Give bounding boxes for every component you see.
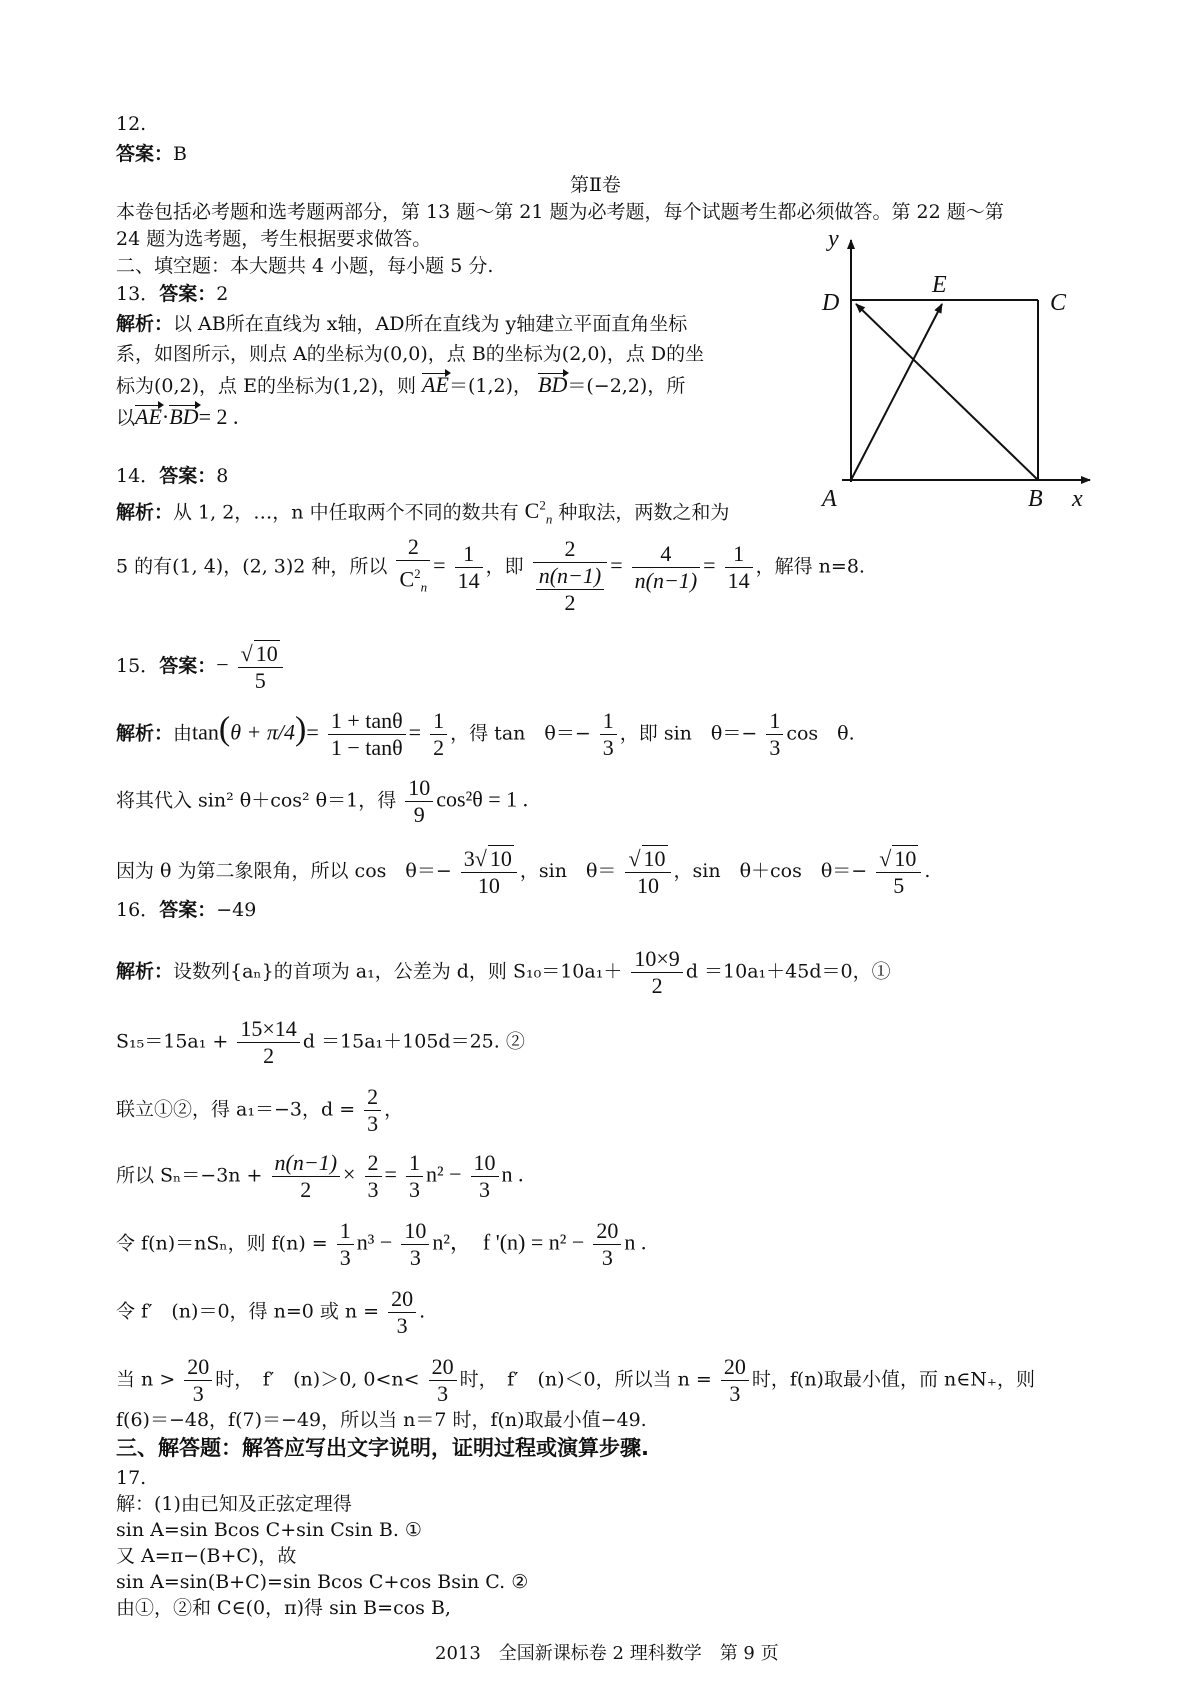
q16-line-6: 令 f′ (n)＝0，得 n=0 或 n = $\frac{20}{3}$ . bbox=[116, 1286, 426, 1338]
fraction: $\frac{√ 10}{5}$ bbox=[238, 640, 283, 694]
fraction: $\frac{4}{n(n-1)}$ bbox=[632, 541, 701, 594]
label-y: y bbox=[828, 232, 839, 252]
fraction: $\frac{1}{14}$ bbox=[725, 541, 753, 594]
vector-ae-arrow bbox=[851, 304, 942, 480]
page-footer: 2013 全国新课标卷 2 理科数学 第 9 页 bbox=[435, 1643, 779, 1664]
q17-line-5: 由①，②和 C∈(0，π)得 sin B=cos B, bbox=[116, 1597, 451, 1619]
fraction: $\frac{2}{3}$ bbox=[364, 1084, 381, 1137]
q16-answer-line bbox=[116, 898, 256, 922]
q17-line-4: sin A=sin(B+C)=sin Bcos C+cos Bsin C. ② bbox=[116, 1571, 529, 1593]
label-a: A bbox=[822, 486, 837, 512]
q15-line-1: 解析：由tan(θ + π/4)= $\frac{1 + \tan\theta}{1 - \tan\theta}$ = $\frac{1}{2}$ ，得 tan θ＝− $\frac{1}{3}$ ，即 sin θ＝− $\frac{1}{3}$ cos θ. bbox=[116, 708, 855, 760]
fraction: $\frac{1}{14}$ bbox=[455, 541, 483, 594]
q14-number: 14． bbox=[116, 465, 160, 487]
q16-answer: −49 bbox=[216, 899, 257, 921]
q14-line-2: 5 的有(1, 4)，(2, 3)2 种，所以 $\frac{2}{C^2_n}$ = $\frac{1}{14}$ ，即 $\frac{2}{\frac{n(n-1)}{2}}$ = $\frac{4}{n(n-1)}$ = $\frac{1}{14}$ ，解得 n=8. bbox=[116, 534, 865, 615]
answer-label: 答案： bbox=[159, 465, 217, 487]
vector-ae: AE bbox=[135, 404, 162, 429]
q16-line-7: 当 n > $\frac{20}{3}$ 时， f′ (n)＞0, 0<n< $\frac{20}{3}$ 时， f′ (n)＜0，所以当 n = $\frac{20}{3}$ 时，f(n)取最小值，而 n∈N₊，则 bbox=[116, 1354, 1035, 1406]
q17-line-1: 解：(1)由已知及正弦定理得 bbox=[116, 1493, 352, 1515]
section3-heading: 三、解答题：解答应写出文字说明，证明过程或演算步骤. bbox=[116, 1436, 649, 1460]
fraction: $\frac{2}{3}$ bbox=[365, 1150, 382, 1203]
fraction: $\frac{1}{3}$ bbox=[766, 708, 783, 761]
section2-intro-2: 24 题为选考题，考生根据要求做答。 bbox=[116, 228, 432, 250]
answer-label: 答案： bbox=[116, 143, 174, 165]
fraction: $\frac{n(n-1)}{2}$ bbox=[272, 1150, 341, 1203]
q13-answer: 2 bbox=[216, 283, 229, 305]
fraction: $\frac{1}{2}$ bbox=[430, 708, 447, 761]
label-c: C bbox=[1050, 290, 1067, 316]
q15-line-3: 因为 θ 为第二象限角，所以 cos θ＝− $\frac{3√ 10}{10}$ ，sin θ＝ $\frac{√ 10}{10}$ ，sin θ＋cos θ＝− $\frac{√ 10}{5}$ . bbox=[116, 846, 931, 898]
fill-blank-heading: 二、填空题：本大题共 4 小题，每小题 5 分. bbox=[116, 255, 494, 277]
q17-number: 17. bbox=[116, 1467, 147, 1489]
fraction: $\frac{1}{3}$ bbox=[337, 1218, 354, 1271]
fraction: $\frac{20}{3}$ bbox=[593, 1218, 621, 1271]
q16-line-5: 令 f(n)＝nSₙ，则 f(n) = $\frac{1}{3}$ n³ − $\frac{10}{3}$ n²， f '(n) = n² − $\frac{20}{3}$ n . bbox=[116, 1218, 647, 1270]
fraction: $\frac{1}{3}$ bbox=[600, 708, 617, 761]
fraction: $\frac{10}{9}$ bbox=[405, 775, 433, 828]
fraction: $\frac{10\times 9}{2}$ bbox=[631, 946, 682, 999]
q17-line-3: 又 A=π−(B+C)，故 bbox=[116, 1545, 297, 1567]
fraction: $\frac{20}{3}$ bbox=[184, 1354, 212, 1407]
vector-bd: BD bbox=[538, 372, 568, 397]
q15-answer-line: 15．答案：− $\frac{√ 10}{5}$ bbox=[116, 640, 286, 694]
fraction: $\frac{1 + \tan\theta}{1 - \tan\theta}$ bbox=[328, 708, 406, 761]
q13-answer-line bbox=[116, 282, 228, 306]
analysis-label: 解析： bbox=[116, 501, 174, 524]
fraction: $\frac{15\times 14}{2}$ bbox=[237, 1016, 299, 1069]
q16-line-8: f(6)＝−48，f(7)＝−49，所以当 n＝7 时，f(n)取最小值−49. bbox=[116, 1409, 647, 1431]
nested-fraction: $\frac{2}{\frac{n(n-1)}{2}}$ bbox=[533, 536, 608, 616]
q16-number: 16． bbox=[116, 899, 160, 921]
answer-label: 答案： bbox=[159, 655, 217, 677]
fraction: $\frac{20}{3}$ bbox=[388, 1286, 416, 1339]
q16-line-3: 联立①②，得 a₁＝−3，d = $\frac{2}{3}$ ， bbox=[116, 1084, 404, 1136]
fraction: $\frac{2}{C^2_n}$ bbox=[396, 534, 430, 601]
q12-answer-line bbox=[116, 142, 187, 166]
fraction: $\frac{10}{3}$ bbox=[471, 1150, 499, 1203]
fraction: $\frac{10}{3}$ bbox=[401, 1218, 429, 1271]
q15-number: 15． bbox=[116, 655, 160, 677]
label-x: x bbox=[1072, 486, 1083, 512]
label-b: B bbox=[1028, 486, 1043, 512]
fraction: $\frac{3√ 10}{10}$ bbox=[461, 845, 517, 899]
coordinate-figure bbox=[800, 232, 1100, 522]
q13-line-4: 以AE·BD= 2 . bbox=[116, 404, 239, 429]
combination-symbol: $C^2_n$ bbox=[524, 498, 553, 527]
answer-label: 答案： bbox=[159, 283, 217, 305]
q13-number: 13． bbox=[116, 283, 160, 305]
fraction: $\frac{√ 10}{10}$ bbox=[625, 845, 670, 899]
fraction: $\frac{20}{3}$ bbox=[721, 1354, 749, 1407]
section2-title: 第Ⅱ卷 bbox=[570, 174, 621, 196]
label-d: D bbox=[822, 290, 840, 316]
q14-line-1: 解析：从 1, 2，…，n 中任取两个不同的数共有 $C^2_n$ 种取法，两数之和为 bbox=[116, 498, 730, 527]
vector-bd: BD bbox=[169, 404, 199, 429]
fraction: $\frac{1}{3}$ bbox=[406, 1150, 423, 1203]
q13-line-3: 标为(0,2)，点 E的坐标为(1,2)，则 AE＝(1,2)， BD＝(−2,2)，所 bbox=[116, 372, 686, 397]
q16-line-4: 所以 Sₙ＝−3n + $\frac{n(n-1)}{2}$ × $\frac{2}{3}$ = $\frac{1}{3}$ n² − $\frac{10}{3}$ n . bbox=[116, 1150, 524, 1202]
analysis-label: 解析： bbox=[116, 313, 174, 335]
q14-answer-line bbox=[116, 464, 228, 488]
q14-answer: 8 bbox=[216, 465, 229, 487]
q13-line-2: 系，如图所示，则点 A的坐标为(0,0)，点 B的坐标为(2,0)，点 D的坐 bbox=[116, 343, 705, 365]
q16-line-2: S₁₅＝15a₁ + $\frac{15\times 14}{2}$ d ＝15a₁＋105d＝25. ② bbox=[116, 1016, 525, 1068]
vector-ae: AE bbox=[422, 372, 449, 397]
q12-answer: B bbox=[173, 143, 187, 165]
q16-line-1: 解析：设数列{aₙ}的首项为 a₁，公差为 d，则 S₁₀＝10a₁＋ $\frac{10\times 9}{2}$ d ＝10a₁＋45d＝0，① bbox=[116, 946, 891, 998]
analysis-label: 解析： bbox=[116, 960, 174, 983]
section2-intro-1: 本卷包括必考题和选考题两部分，第 13 题～第 21 题为必考题，每个试题考生都必须做答。第 22 题～第 bbox=[116, 201, 1004, 223]
q15-line-2: 将其代入 sin² θ＋cos² θ＝1，得 $\frac{10}{9}$ cos²θ = 1 . bbox=[116, 775, 529, 827]
answer-label: 答案： bbox=[159, 899, 217, 921]
q13-line-1: 解析：以 AB所在直线为 x轴，AD所在直线为 y轴建立平面直角坐标 bbox=[116, 313, 688, 335]
fraction: $\frac{20}{3}$ bbox=[429, 1354, 457, 1407]
vector-bd-arrow bbox=[856, 304, 1038, 480]
q17-line-2: sin A=sin Bcos C+sin Csin B. ① bbox=[116, 1519, 422, 1541]
fraction: $\frac{√ 10}{5}$ bbox=[876, 845, 921, 899]
analysis-label: 解析： bbox=[116, 722, 174, 745]
label-e: E bbox=[932, 272, 947, 298]
q12-number: 12. bbox=[116, 113, 147, 135]
